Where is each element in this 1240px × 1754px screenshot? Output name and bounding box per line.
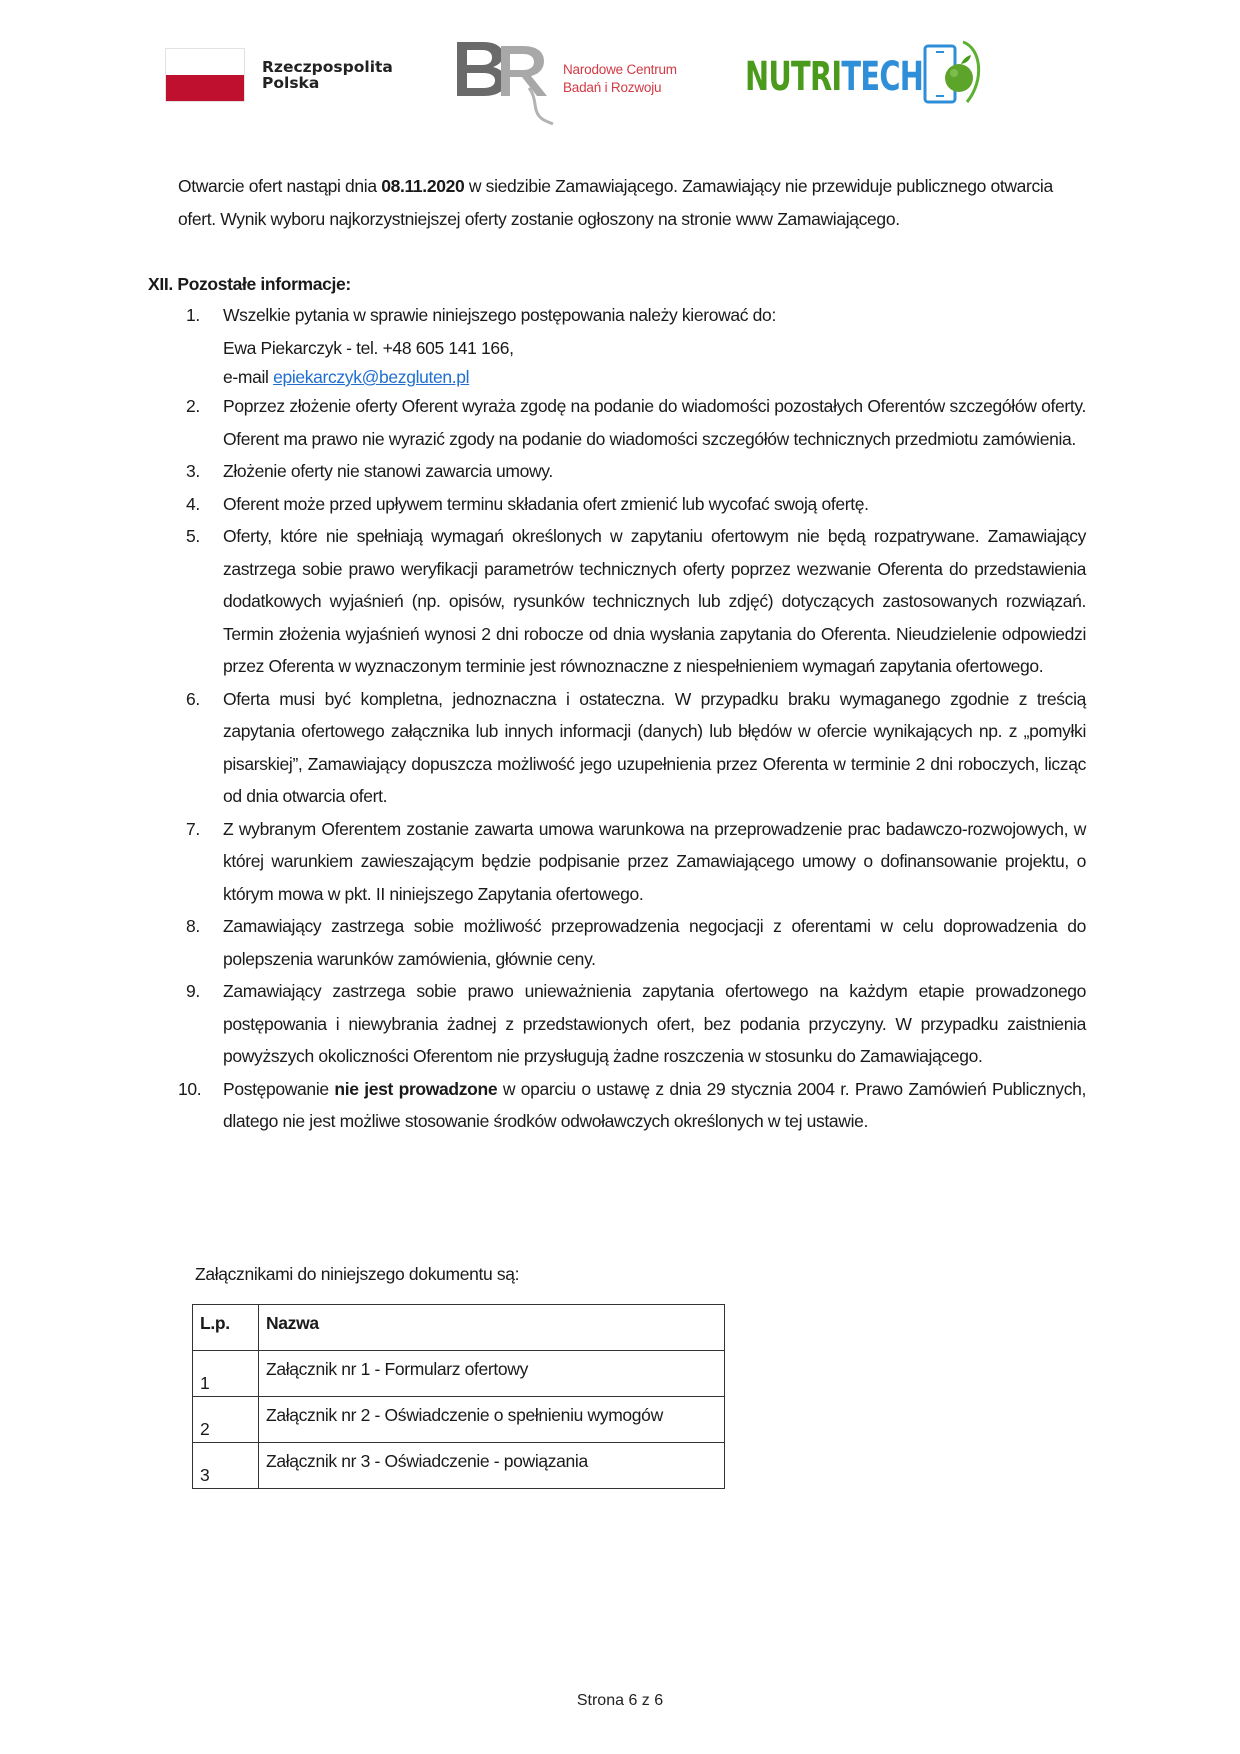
rp-logo-line2: Polska: [262, 74, 320, 92]
attachment-name: Załącznik nr 1 - Formularz ofertowy: [259, 1351, 725, 1397]
ncbr-logo-line1: Narodowe Centrum: [563, 62, 677, 77]
column-header-name: Nazwa: [259, 1305, 725, 1351]
ncbr-monogram-icon: [453, 36, 563, 126]
rp-logo-line1: Rzeczpospolita: [262, 58, 393, 76]
table-row: [193, 1443, 725, 1489]
page-header: [0, 0, 1240, 130]
page-number: Strona 6 z 6: [576, 1692, 664, 1709]
attachments-table: [192, 1304, 725, 1489]
polish-flag-icon: [165, 48, 245, 102]
row-number: 2: [193, 1397, 259, 1443]
attachment-name: Załącznik nr 2 - Oświadczenie o spełnieniu wymogów: [259, 1397, 725, 1443]
list-item: 5. Oferty, które nie spełniają wymagań określonych w zapytaniu ofertowym nie będą rozpatrywane. Zamawiający zastrzega sobie prawo weryfikacji parametrów technicznych oferty poprzez wezwanie Oferenta do przedstawienia dodatkowych wyjaśnień (np. opisów, rysunków technicznych lub zdjęć) dotyczących zastosowanych rozwiązań. Termin złożenia wyjaśnień wynosi 2 dni robocze od dnia wysłania zapytania do Oferenta. Nieudzielenie odpowiedzi przez Oferenta w wyznaczonym terminie jest równoznaczne z niespełnieniem wymagań zapytania ofertowego.: [186, 526, 1086, 676]
table-row: [193, 1397, 725, 1443]
row-number: 3: [193, 1443, 259, 1489]
column-header-lp: L.p.: [193, 1305, 259, 1351]
attachment-name: Załącznik nr 3 - Oświadczenie - powiązania: [259, 1443, 725, 1489]
list-item: 9. Zamawiający zastrzega sobie prawo unieważnienia zapytania ofertowego na każdym etapie prowadzonego postępowania i niewybrania żadnej z przedstawionych ofert, bez podania przyczyny. W przypadku zaistnienia powyższych okoliczności Oferentom nie przysługują żadne roszczenia w stosunku do Zamawiającego.: [186, 981, 1086, 1066]
list-item: 4. Oferent może przed upływem terminu składania ofert zmienić lub wycofać swoją ofertę.: [186, 493, 869, 514]
list-item: 6. Oferta musi być kompletna, jednoznaczna i ostateczna. W przypadku braku wymaganego zgodnie z treścią zapytania ofertowego załącznika lub innych informacji (danych) lub błędów w ofercie wynikających np. z „pomyłki pisarskiej”, Zamawiający dopuszcza możliwość jego uzupełnienia przez Oferenta w terminie 2 dni roboczych, licząc od dnia otwarcia ofert.: [186, 688, 1086, 806]
list-item: 8. Zamawiający zastrzega sobie możliwość przeprowadzenia negocjacji z oferentami w celu doprowadzenia do polepszenia warunków zamówienia, głównie ceny.: [186, 916, 1086, 969]
nutritech-logo: [745, 36, 1005, 116]
row-number: 1: [193, 1351, 259, 1397]
attachments-label: Załącznikami do niniejszego dokumentu są:: [195, 1264, 520, 1284]
rzeczpospolita-polska-logo: [165, 48, 393, 102]
list-item: 2. Poprzez złożenie oferty Oferent wyraża zgodę na podanie do wiadomości pozostałych Oferentów szczegółów oferty. Oferent ma prawo nie wyrazić zgody na podanie do wiadomości szczegółów technicznych przedmiotu zamówienia.: [186, 396, 1086, 449]
list-item: 1. Wszelkie pytania w sprawie niniejszego postępowania należy kierować do: Ewa Piekarczyk - tel. +48 605 141 166, e-mail epiekarczyk@bezgluten.pl: [186, 305, 776, 387]
table-header-row: [193, 1305, 725, 1351]
list-item: 7. Z wybranym Oferentem zostanie zawarta umowa warunkowa na przeprowadzenie prac badawczo-rozwojowych, w której warunkiem zawieszającym będzie podpisanie przez Zamawiającego umowy o dofinansowanie projektu, o którym mowa w pkt. II niniejszego Zapytania ofertowego.: [186, 818, 1086, 904]
ncbr-logo: [453, 36, 703, 126]
list-item: 10. Postępowanie nie jest prowadzone w oparciu o ustawę z dnia 29 stycznia 2004 r. Prawo Zamówień Publicznych, dlatego nie jest możliwe stosowanie środków odwoławczych określonych w tej ustawie.: [178, 1078, 1086, 1131]
ncbr-logo-line2: Badań i Rozwoju: [563, 80, 662, 95]
list-item: 3. Złożenie oferty nie stanowi zawarcia umowy.: [186, 461, 553, 481]
opening-date: 08.11.2020: [381, 176, 465, 196]
email-link[interactable]: epiekarczyk@bezgluten.pl: [273, 367, 470, 387]
section-title: XII. Pozostałe informacje:: [148, 274, 351, 294]
table-row: [193, 1351, 725, 1397]
phone-apple-icon: [917, 36, 1007, 116]
nutritech-wordmark: NUTRITECH: [745, 54, 924, 100]
offer-opening-paragraph: Otwarcie ofert nastąpi dnia 08.11.2020 w siedzibie Zamawiającego. Zamawiający nie przewiduje publicznego otwarcia ofert. Wynik wyboru najkorzystniejszej oferty zostanie ogłoszony na stronie www Zamawiającego.: [178, 176, 1053, 229]
information-list: [178, 299, 1086, 1138]
